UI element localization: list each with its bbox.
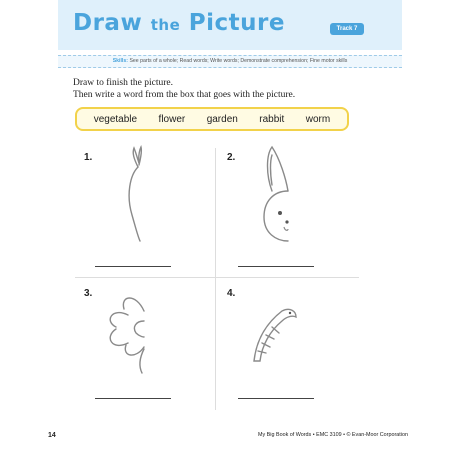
instruction-line-1: Draw to finish the picture.: [73, 78, 173, 88]
item-1-answer-line[interactable]: [95, 266, 171, 267]
rabbit-half-icon: [258, 145, 298, 245]
flower-half-icon: [102, 285, 152, 375]
word-box: [75, 107, 349, 131]
word-rabbit: rabbit: [259, 113, 285, 125]
item-2-answer-line[interactable]: [238, 266, 314, 267]
footer-credit: My Big Book of Words • EMC 3109 • © Evan-Moor Corporation: [258, 432, 408, 438]
worm-half-icon: [252, 305, 302, 375]
item-4-number: 4.: [227, 288, 236, 299]
word-garden: garden: [206, 113, 238, 125]
word-vegetable: vegetable: [93, 113, 138, 125]
page-title: Draw the Picture: [73, 10, 285, 36]
item-3-answer-line[interactable]: [95, 398, 171, 399]
page-number: 14: [48, 432, 56, 439]
track-badge: Track 7: [330, 23, 364, 35]
skills-text: See parts of a whole; Read words; Write words; Demonstrate comprehension; Fine motor skills: [129, 58, 348, 64]
item-1-number: 1.: [84, 152, 93, 163]
item-2-number: 2.: [227, 152, 236, 163]
instruction-line-2: Then write a word from the box that goes with the picture.: [73, 90, 296, 100]
word-flower: flower: [158, 113, 186, 125]
skills-bar: [58, 55, 402, 68]
grid-divider-horizontal: [75, 277, 359, 278]
item-3-number: 3.: [84, 288, 93, 299]
word-worm: worm: [305, 113, 331, 125]
item-4-answer-line[interactable]: [238, 398, 314, 399]
grid-divider-vertical: [215, 148, 216, 410]
carrot-half-icon: [118, 145, 158, 245]
skills-label: Skills:: [112, 58, 128, 64]
